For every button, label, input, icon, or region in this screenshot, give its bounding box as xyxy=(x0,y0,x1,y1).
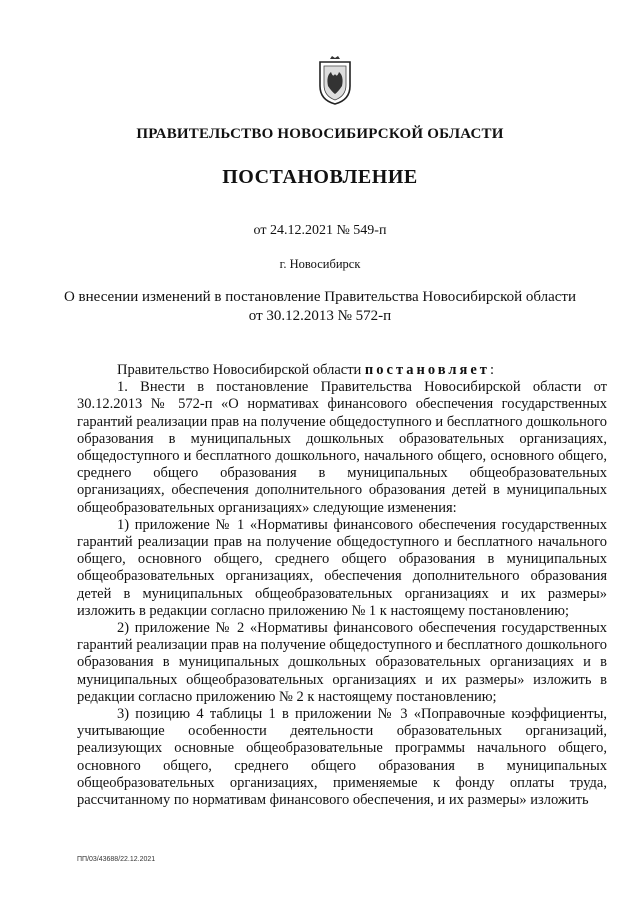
document-type-title: ПОСТАНОВЛЕНИЕ xyxy=(222,166,418,188)
paragraph-1: 1. Внести в постановление Правительства Новосибирской области от 30.12.2013 № 572-п «О нормативах финансового обеспечения государственных гарантий реализации прав на получение общедоступного и бесплатного дошкольного образования в муниципальных дошкольных образовательных организациях, общедоступного и бесплатного дошкольного, начального общего, основного общего, среднего общего образования в муниципальных общеобразовательных организациях, обеспечения дополнительного образования детей в муниципальных общеобразовательных организациях» следующие изменения: xyxy=(77,379,607,516)
subject-line-2: от 30.12.2013 № 572-п xyxy=(248,308,392,324)
intro-keyword: постановляет xyxy=(364,362,490,378)
footer-code: ПП/03/43688/22.12.2021 xyxy=(77,856,156,863)
paragraph-3: 2) приложение № 2 «Нормативы финансового обеспечения государственных гарантий реализации прав на получение общедоступного и бесплатного дошкольного образования в муниципальных дошкольных образовательных организациях и в муниципальных общеобразовательных организациях и их размеры» изложить в редакции согласно приложению № 2 к настоящему постановлению; xyxy=(77,620,607,705)
date-number: от 24.12.2021 № 549-п xyxy=(253,223,387,238)
organization-title: ПРАВИТЕЛЬСТВО НОВОСИБИРСКОЙ ОБЛАСТИ xyxy=(136,126,504,142)
city: г. Новосибирск xyxy=(279,257,361,271)
intro-suffix: : xyxy=(489,362,494,378)
intro-prefix: Правительство Новосибирской области xyxy=(117,362,365,378)
document-subject xyxy=(60,288,580,326)
coat-of-arms-icon xyxy=(316,56,354,106)
intro-paragraph xyxy=(77,362,607,379)
paragraph-4: 3) позицию 4 таблицы 1 в приложении № 3 «Поправочные коэффициенты, учитывающие особенности деятельности образовательных организаций, реализующих основные общеобразовательные программы начального общего, основного общего, среднего общего образования в муниципальных общеобразовательных организациях, применяемые к фонду оплаты труда, рассчитанному по нормативам финансового обеспечения, и их размеры» изложить xyxy=(77,706,607,809)
paragraph-2: 1) приложение № 1 «Нормативы финансового обеспечения государственных гарантий реализации прав на получение общедоступного и бесплатного начального общего, основного общего, среднего общего образования в муниципальных общеобразовательных организациях, обеспечения дополнительного образования детей в муниципальных общеобразовательных организациях и их размеры» изложить в редакции согласно приложению № 1 к настоящему постановлению; xyxy=(77,516,607,619)
document-body xyxy=(77,362,607,809)
subject-line-1: О внесении изменений в постановление Правительства Новосибирской области xyxy=(63,289,577,305)
